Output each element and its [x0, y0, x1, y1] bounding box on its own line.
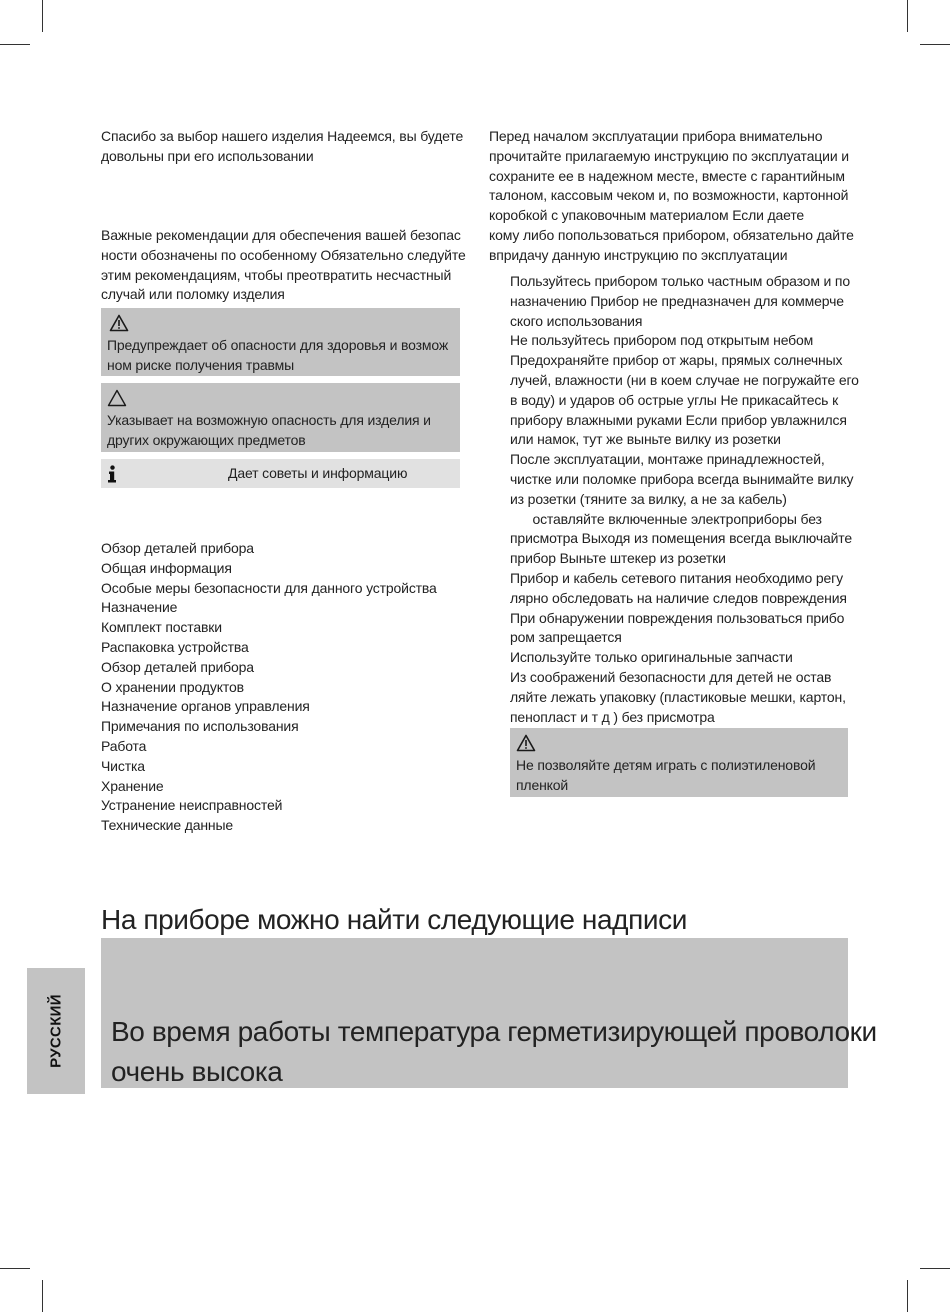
- text-line: кому либо попользоваться прибором, обязательно дайте: [489, 226, 854, 243]
- warning-text-line: Предупреждает об опасности для здоровья и возмож: [107, 337, 449, 353]
- intro-paragraph: [101, 127, 463, 167]
- text-line: присмотра Выходя из помещения всегда выключайте: [510, 530, 853, 547]
- toc-item: Распаковка устройства: [101, 638, 249, 655]
- crop-mark: [0, 44, 30, 45]
- device-label-notice: [101, 938, 877, 1088]
- toc-item: Работа: [101, 737, 147, 754]
- safety-intro-paragraph: [101, 226, 466, 305]
- text-line: чистке или поломке прибора всегда вынимайте вилку: [510, 470, 854, 487]
- text-line: прибору влажными руками Если прибор увлажнился: [510, 411, 847, 428]
- text-line: ского использования: [510, 312, 643, 329]
- toc-item: Обзор деталей прибора: [101, 658, 254, 675]
- toc-item: Примечания по использования: [101, 718, 299, 735]
- text-line: в воду) и ударов об острые углы Не прикасайтесь к: [510, 391, 839, 408]
- language-side-tab: [27, 968, 85, 1094]
- text-line: При обнаружении повреждения пользоваться прибо: [510, 609, 845, 626]
- warning-triangle-exclamation-icon: [516, 734, 536, 752]
- text-line: случай или поломку изделия: [101, 286, 285, 303]
- text-line: Спасибо за выбор нашего изделия Надеемся, вы будете: [101, 128, 464, 144]
- text-line: ром запрещается: [510, 629, 622, 646]
- text-line: Прибор и кабель сетевого питания необходимо регу: [510, 569, 843, 586]
- text-line: лярно обследовать на наличие следов повреждения: [510, 589, 847, 606]
- toc-item: Технические данные: [101, 817, 234, 834]
- warning-box-health: [101, 308, 460, 376]
- crop-mark: [907, 1280, 908, 1312]
- warning-text-line: пленкой: [516, 776, 569, 793]
- text-line: прочитайте прилагаемую инструкцию по эксплуатации и: [489, 147, 849, 164]
- text-line: Предохраняйте прибор от жары, прямых солнечных: [510, 352, 843, 369]
- warning-box-device: [101, 383, 460, 452]
- text-line: ности обозначены по особенному Обязательно следуйте: [101, 246, 466, 263]
- crop-mark: [920, 44, 950, 45]
- text-line: талоном, кассовым чеком и, по возможности, картонной: [489, 187, 849, 204]
- toc-item: Общая информация: [101, 559, 232, 576]
- text-line: из розетки (тяните за вилку, а не за кабель): [510, 490, 787, 507]
- warning-box-children: [510, 728, 848, 797]
- info-text: Дает советы и информацию: [228, 465, 408, 481]
- notice-text-line: Во время работы температура герметизирующей проволоки: [111, 1016, 877, 1047]
- table-of-contents: [101, 539, 437, 836]
- text-line: впридачу данную инструкцию по эксплуатации: [489, 246, 788, 263]
- notice-text-line: очень высока: [111, 1056, 283, 1087]
- language-label: РУССКИЙ: [47, 994, 65, 1068]
- text-line: После эксплуатации, монтаже принадлежностей,: [510, 451, 825, 468]
- info-box: [101, 459, 460, 488]
- crop-mark: [42, 1280, 43, 1312]
- text-line: лучей, влажности (ни в коем случае не погружайте его: [510, 371, 859, 388]
- toc-item: Обзор деталей прибора: [101, 540, 254, 556]
- crop-mark: [920, 1268, 950, 1269]
- text-line: Важные рекомендации для обеспечения вашей безопас: [101, 227, 461, 243]
- text-line: коробкой с упаковочным материалом Если даете: [489, 207, 805, 224]
- text-line: Не пользуйтесь прибором под открытым небом: [510, 332, 814, 349]
- toc-item: О хранении продуктов: [101, 678, 244, 695]
- warning-text-line: ном риске получения травмы: [107, 356, 294, 373]
- right-intro-paragraph: [489, 127, 854, 266]
- crop-mark: [42, 0, 43, 32]
- toc-item: Комплект поставки: [101, 619, 222, 636]
- text-line: Перед началом эксплуатации прибора внимательно: [489, 128, 823, 144]
- warning-text-line: других окружающих предметов: [107, 431, 306, 448]
- text-line: этим рекомендациям, чтобы преотвратить несчастный: [101, 266, 452, 283]
- text-line: Используйте только оригинальные запчасти: [510, 649, 793, 666]
- text-line: пенопласт и т д ) без присмотра: [510, 708, 715, 725]
- text-line: ляйте лежать упаковку (пластиковые мешки, картон,: [510, 688, 846, 705]
- toc-item: Назначение органов управления: [101, 698, 310, 715]
- warning-triangle-exclamation-icon: [109, 314, 129, 332]
- crop-mark: [0, 1268, 30, 1269]
- safety-instructions: [510, 272, 859, 727]
- text-line: прибор Выньте штекер из розетки: [510, 550, 726, 567]
- text-line: назначению Прибор не предназначен для коммерче: [510, 292, 844, 309]
- text-line: или намок, тут же выньте вилку из розетки: [510, 431, 781, 448]
- text-line: сохраните ее в надежном месте, вместе с гарантийным: [489, 167, 845, 184]
- toc-item: Назначение: [101, 599, 178, 616]
- section-heading: На приборе можно найти следующие надписи: [101, 904, 687, 935]
- warning-triangle-outline-icon: [107, 389, 127, 407]
- toc-item: Особые меры безопасности для данного устройства: [101, 579, 437, 596]
- text-line: довольны при его использовании: [101, 147, 314, 164]
- text-line: Пользуйтесь прибором только частным образом и по: [510, 273, 851, 289]
- info-icon: [107, 465, 117, 483]
- text-line: Из соображений безопасности для детей не остав: [510, 668, 832, 685]
- toc-item: Устранение неисправностей: [101, 797, 283, 814]
- crop-mark: [907, 0, 908, 32]
- toc-item: Хранение: [101, 777, 164, 794]
- text-line: оставляйте включенные электроприборы без: [510, 510, 822, 527]
- toc-item: Чистка: [101, 757, 145, 774]
- warning-text-line: Не позволяйте детям играть с полиэтиленовой: [516, 757, 816, 773]
- warning-text-line: Указывает на возможную опасность для изделия и: [107, 412, 431, 428]
